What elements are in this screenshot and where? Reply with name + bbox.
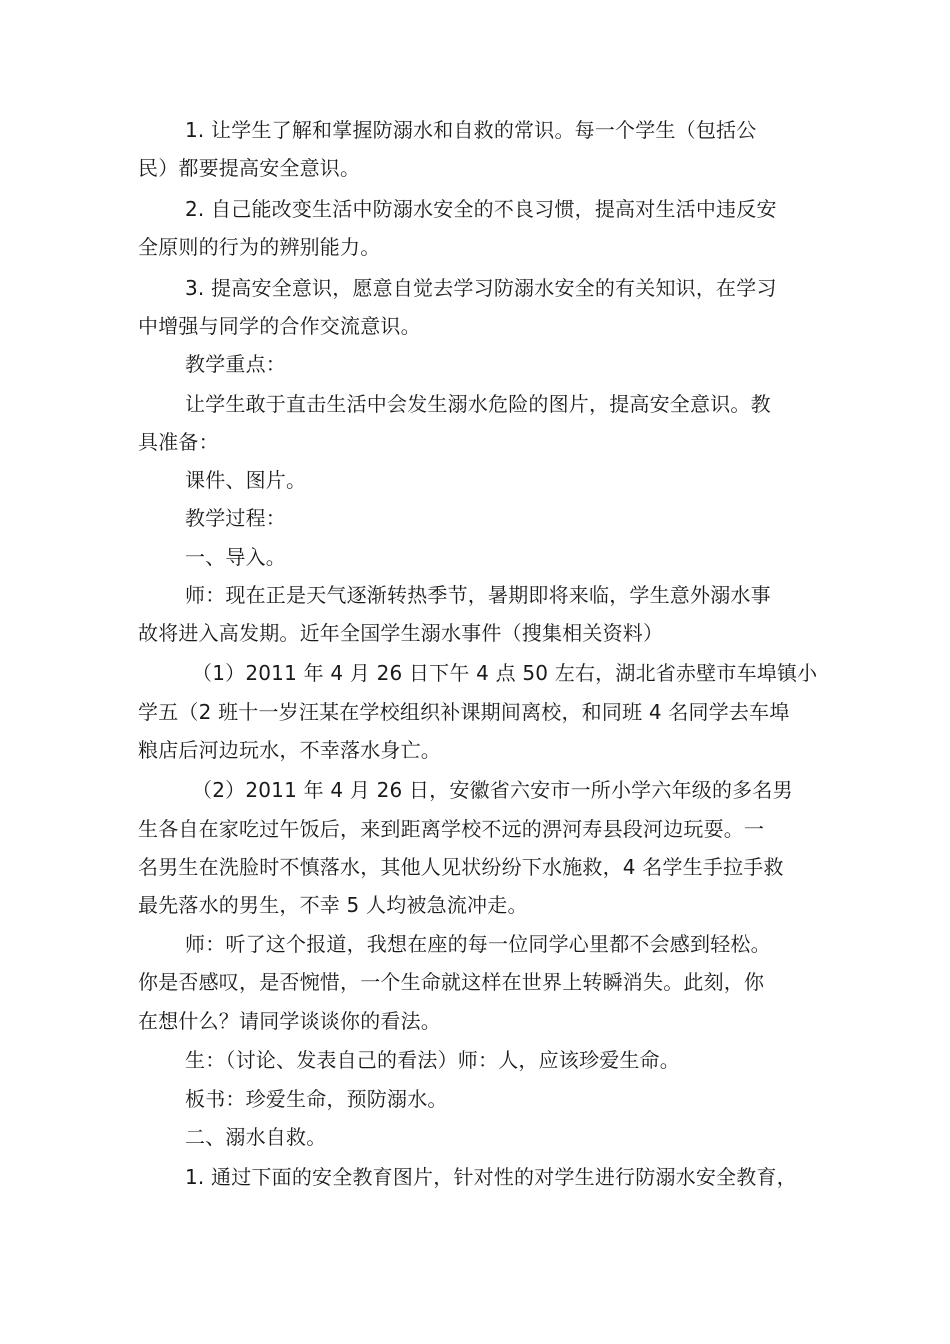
text-line: 在想什么？请同学谈谈你的看法。: [138, 1009, 441, 1033]
text-line: 师：听了这个报道，我想在座的每一位同学心里都不会感到轻松。: [185, 932, 771, 956]
text-line: 全原则的行为的辨别能力。: [138, 235, 381, 259]
text-line: 名男生在洗脸时不慎落水，其他人见状纷纷下水施救，4 名学生手拉手救: [138, 855, 784, 879]
text-line: 生各自在家吃过午饭后，来到距离学校不远的淠河寿县段河边玩耍。一: [138, 817, 765, 841]
text-line: 学五（2 班十一岁汪某在学校组织补课期间离校，和同班 4 名同学去车埠: [138, 700, 790, 724]
text-line: 粮店后河边玩水，不幸落水身亡。: [138, 738, 441, 762]
text-line: 生：（讨论、发表自己的看法）师：人，应该珍爱生命。: [185, 1048, 680, 1072]
text-line: （2）2011 年 4 月 26 日，安徽省六安市一所小学六年级的多名男: [192, 778, 793, 802]
text-line: 课件、图片。: [185, 468, 307, 492]
text-line: 1. 通过下面的安全教育图片，针对性的对学生进行防溺水安全教育，: [185, 1165, 797, 1189]
text-line: 最先落水的男生，不幸 5 人均被急流冲走。: [138, 893, 528, 917]
text-line: 具准备：: [138, 430, 219, 454]
text-line: 板书：珍爱生命，预防溺水。: [185, 1087, 448, 1111]
text-line: 1. 让学生了解和掌握防溺水和自救的常识。每一个学生（包括公: [185, 118, 757, 142]
section-heading: 一、导入。: [185, 545, 286, 569]
text-line: 故将进入高发期。近年全国学生溺水事件（搜集相关资料）: [138, 621, 664, 645]
text-line: 中增强与同学的合作交流意识。: [138, 314, 421, 338]
text-line: 你是否感叹，是否惋惜，一个生命就这样在世界上转瞬消失。此刻，你: [138, 970, 765, 994]
text-line: 3. 提高安全意识，愿意自觉去学习防溺水安全的有关知识，在学习: [185, 276, 777, 300]
section-heading: 二、溺水自救。: [185, 1125, 327, 1149]
text-line: 民）都要提高安全意识。: [138, 156, 361, 180]
text-line: 2. 自己能改变生活中防溺水安全的不良习惯，提高对生活中违反安: [185, 197, 777, 221]
text-line: 师：现在正是天气逐渐转热季节，暑期即将来临，学生意外溺水事: [185, 583, 771, 607]
section-heading: 教学重点：: [185, 352, 286, 376]
section-heading: 教学过程：: [185, 506, 286, 530]
text-line: （1）2011 年 4 月 26 日下午 4 点 50 左右，湖北省赤壁市车埠镇小: [192, 661, 818, 685]
text-line: 让学生敢于直击生活中会发生溺水危险的图片，提高安全意识。教: [185, 392, 771, 416]
